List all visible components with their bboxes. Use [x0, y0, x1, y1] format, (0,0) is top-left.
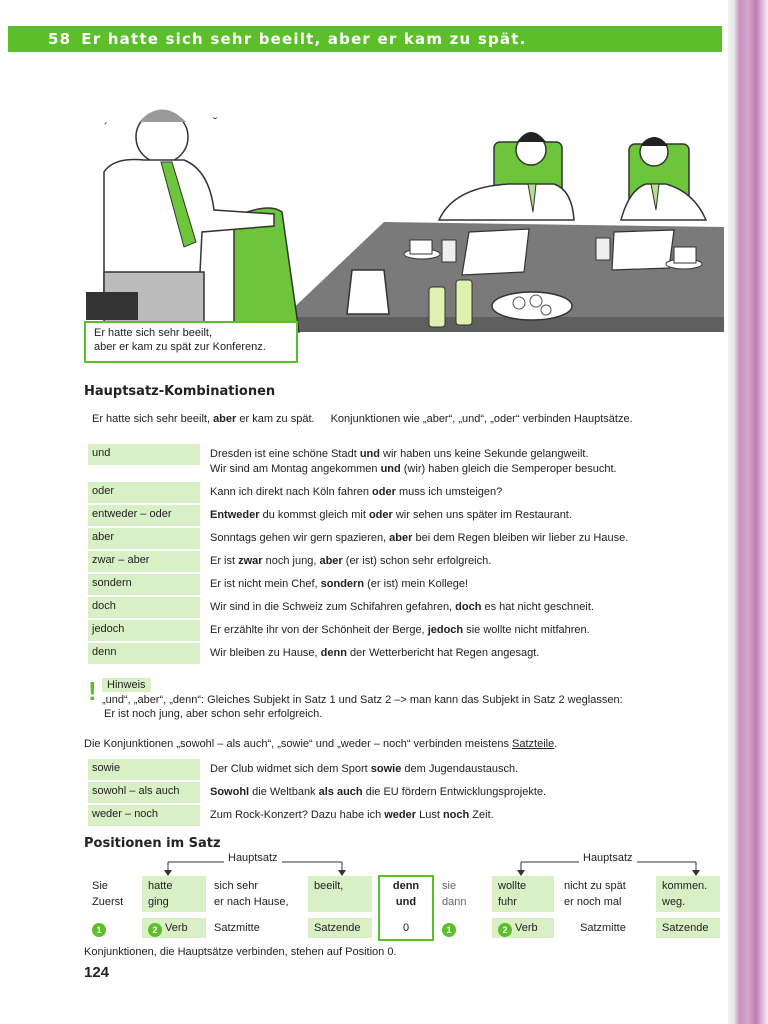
example-text: wir haben uns keine Sekunde gelangweilt.	[379, 448, 589, 460]
example-text: Dresden ist eine schöne Stadt	[210, 448, 360, 460]
conjunction-highlight: und	[359, 448, 380, 460]
conjunction-row	[88, 482, 724, 503]
chapter-title: Er hatte sich sehr beeilt, aber er kam zu spät.	[81, 30, 527, 48]
conjunction-example-line	[210, 577, 716, 592]
conjunction-highlight: aber	[389, 532, 413, 544]
hinweis-line-1: „und“, „aber“, „denn“: Gleiches Subjekt in Satz 1 und Satz 2 –> man kann das Subjekt in Satz 2 weglassen:	[102, 694, 623, 706]
exclamation-icon: !	[88, 676, 97, 706]
conjunction-highlight: weder	[384, 809, 417, 821]
s1-mitte-row2: er nach Hause,	[214, 896, 289, 908]
page-number: 124	[84, 964, 110, 981]
part-conjunction-example	[200, 759, 724, 780]
conjunction-example-line	[210, 462, 716, 477]
example-text: die EU fördern Entwicklungsprojekte.	[362, 786, 547, 798]
example-text: Der Club widmet sich dem Sport	[210, 763, 371, 775]
conjunction-row	[88, 444, 724, 480]
hauptsatz-label-left: Hauptsatz	[224, 850, 282, 866]
conjunction-highlight: und	[380, 463, 401, 475]
conjunction-example-line	[210, 531, 716, 546]
conjunction-key: sondern	[88, 574, 200, 595]
chapter-number: 58	[48, 30, 72, 48]
example-text: Sonntags gehen wir gern spazieren,	[210, 532, 390, 544]
conjunction-highlight: sondern	[320, 578, 365, 590]
conjunction-highlight: noch	[442, 809, 470, 821]
intro-rule: Konjunktionen wie „aber“, „und“, „oder“ verbinden Hauptsätze.	[330, 413, 633, 425]
example-text: wir sehen uns später im Restaurant.	[392, 509, 572, 521]
example-text: dem Jugendaustausch.	[401, 763, 519, 775]
svg-text:˘: ˘	[212, 116, 218, 130]
conjunction-highlight: Sowohl	[210, 786, 250, 798]
conjunction-key: oder	[88, 482, 200, 503]
conjunction-key: aber	[88, 528, 200, 549]
example-text: Zeit.	[469, 809, 494, 821]
svg-text:´: ´	[102, 121, 108, 135]
s2-mitte-row2: er noch mal	[564, 896, 622, 908]
example-text: muss ich umsteigen?	[395, 486, 503, 498]
conjunction-key: entweder – oder	[88, 505, 200, 526]
conjunction-example-line	[210, 646, 716, 661]
intro-example-post: er kam zu spät.	[236, 413, 315, 425]
conjunction-row	[88, 620, 724, 641]
positions-diagram	[84, 848, 724, 948]
intro-example	[92, 413, 315, 425]
s2-satzende	[656, 876, 720, 912]
section-title-hauptsatz-kombinationen: Hauptsatz-Kombinationen	[84, 384, 276, 399]
hinweis-box	[88, 678, 718, 720]
part-conjunction-example-line	[210, 762, 716, 777]
part-conjunction-example-line	[210, 808, 716, 823]
conjunction-highlight: als auch	[318, 786, 363, 798]
conjunction-example	[200, 597, 724, 618]
hauptsatz-label-right: Hauptsatz	[579, 850, 637, 866]
example-text: Kann ich direkt nach Köln fahren	[210, 486, 373, 498]
part-conjunction-row	[88, 805, 724, 826]
conjunction-key: und	[88, 444, 200, 465]
intro-example-pre: Er hatte sich sehr beeilt,	[92, 413, 214, 425]
example-text: Wir bleiben zu Hause,	[210, 647, 321, 659]
circle-one-icon: 1	[92, 923, 106, 937]
pos0-row1: denn	[392, 880, 420, 892]
parts-note-pre: Die Konjunktionen „sowohl – als auch“, „sowie“ und „weder – noch“ verbinden meistens	[84, 738, 513, 750]
part-conjunction-example	[200, 805, 724, 826]
example-text: bei dem Regen bleiben wir lieber zu Hause.	[412, 532, 629, 544]
example-text: Wir sind am Montag angekommen	[210, 463, 381, 475]
pos0-row2: und	[395, 896, 417, 908]
s2-pos1-row1: sie	[442, 880, 457, 892]
s2-satzmitte	[564, 878, 654, 910]
s1-ende-row1: beeilt,	[314, 880, 344, 892]
chapter-header	[8, 26, 722, 52]
example-text: Er ist	[210, 555, 239, 567]
example-text: Wir sind in die Schweiz zum Schifahren gefahren,	[210, 601, 456, 613]
label-position-1	[92, 920, 109, 937]
example-text: der Wetterbericht hat Regen angesagt.	[346, 647, 540, 659]
part-conjunction-key: weder – noch	[88, 805, 200, 826]
s1-pos1-row2: Zuerst	[92, 896, 124, 908]
conjunction-row	[88, 597, 724, 618]
conjunction-example-line	[210, 623, 716, 638]
example-text: (wir) haben gleich die Semperoper besucht.	[400, 463, 617, 475]
example-text: es hat nicht geschneit.	[481, 601, 594, 613]
conjunction-key: jedoch	[88, 620, 200, 641]
label-verb-text-right: Verb	[515, 922, 538, 934]
part-conjunction-key: sowie	[88, 759, 200, 780]
s2-pos1-row2: dann	[442, 896, 467, 908]
s2-mitte-row1: nicht zu spät	[564, 880, 626, 892]
conjunction-example-line	[210, 508, 716, 523]
conjunction-highlight: Entweder	[210, 509, 260, 521]
page-edge-tabs	[728, 0, 768, 1024]
s2-ende-row2: weg.	[662, 896, 686, 908]
conjunction-key: zwar – aber	[88, 551, 200, 572]
conjunction-highlight: jedoch	[427, 624, 464, 636]
label-satzmitte-right: Satzmitte	[580, 922, 626, 934]
part-conjunction-key: sowohl – als auch	[88, 782, 200, 803]
conjunction-table	[88, 444, 724, 666]
label-satzende-left: Satzende	[308, 918, 372, 938]
conjunction-example	[200, 551, 724, 572]
section-title-positionen: Positionen im Satz	[84, 836, 221, 851]
s1-satzende	[308, 876, 372, 912]
conjunction-highlight: sowie	[370, 763, 402, 775]
example-text: (er ist) mein Kollege!	[364, 578, 468, 590]
intro-example-bold: aber	[213, 413, 237, 425]
part-conjunction-example-line	[210, 785, 716, 800]
s1-pos1-row1: Sie	[92, 880, 108, 892]
conjunction-highlight: oder	[372, 486, 396, 498]
s2-verb	[492, 876, 554, 912]
circle-two-icon: 2	[498, 923, 512, 937]
s2-ende-row1: kommen.	[662, 880, 708, 892]
conjunction-key: doch	[88, 597, 200, 618]
conjunction-row	[88, 574, 724, 595]
conjunction-example-line	[210, 600, 716, 615]
footer-note: Konjunktionen, die Hauptsätze verbinden, stehen auf Position 0.	[84, 946, 397, 958]
circle-two-icon: 2	[148, 923, 162, 937]
conjunction-example	[200, 620, 724, 641]
parts-note	[84, 738, 724, 750]
conjunction-highlight: oder	[368, 509, 393, 521]
s1-mitte-row1: sich sehr	[214, 880, 259, 892]
conjunction-highlight: aber	[319, 555, 343, 567]
conjunction-example	[200, 574, 724, 595]
conjunction-highlight: denn	[320, 647, 347, 659]
label-position-0: 0	[402, 922, 410, 934]
conjunction-example	[200, 505, 724, 526]
conjunction-example-line	[210, 447, 716, 462]
illustration-caption	[84, 321, 298, 363]
example-text: Lust	[416, 809, 443, 821]
example-text: Er ist nicht mein Chef,	[210, 578, 321, 590]
example-text: (er ist) schon sehr erfolgreich.	[342, 555, 492, 567]
conjunction-key: denn	[88, 643, 200, 664]
example-text: sie wollte nicht mitfahren.	[463, 624, 590, 636]
conjunction-highlight: zwar	[238, 555, 263, 567]
conjunction-example	[200, 643, 724, 664]
parts-note-post: .	[554, 738, 558, 750]
example-text: die Weltbank	[249, 786, 319, 798]
label-verb-text-left: Verb	[165, 922, 188, 934]
label-verb-right	[492, 918, 554, 938]
label-satzmitte-left: Satzmitte	[214, 922, 260, 934]
example-text: du kommst gleich mit	[259, 509, 369, 521]
caption-line-1: Er hatte sich sehr beeilt,	[94, 327, 213, 339]
s2-position-1	[442, 878, 486, 910]
conjunction-example-line	[210, 554, 716, 569]
s1-position-1	[92, 878, 140, 910]
part-conjunction-row	[88, 759, 724, 780]
example-text: Er erzählte ihr von der Schönheit der Berge,	[210, 624, 428, 636]
part-conjunction-example	[200, 782, 724, 803]
hinweis-line-2: Er ist noch jung, aber schon sehr erfolgreich.	[104, 708, 323, 720]
parts-table	[88, 759, 724, 828]
example-text: Zum Rock-Konzert? Dazu habe ich	[210, 809, 385, 821]
s1-verb-row1: hatte	[148, 880, 173, 892]
conjunction-row	[88, 528, 724, 549]
conjunction-row	[88, 505, 724, 526]
label-satzende-right: Satzende	[656, 918, 720, 938]
hinweis-label: Hinweis	[102, 678, 151, 692]
conjunction-row	[88, 643, 724, 664]
example-text: noch jung,	[262, 555, 320, 567]
part-conjunction-row	[88, 782, 724, 803]
s2-verb-row1: wollte	[498, 880, 527, 892]
conjunction-example	[200, 482, 724, 503]
intro-row	[92, 413, 712, 425]
conjunction-highlight: doch	[455, 601, 482, 613]
s2-verb-row2: fuhr	[498, 896, 517, 908]
caption-line-2: aber er kam zu spät zur Konferenz.	[94, 341, 266, 353]
conjunction-example	[200, 528, 724, 549]
s1-verb	[142, 876, 206, 912]
parts-note-underlined: Satzteile	[512, 738, 555, 750]
s1-verb-row2: ging	[148, 896, 169, 908]
label-verb-left	[142, 918, 206, 938]
s1-satzmitte	[214, 878, 308, 910]
conjunction-example-line	[210, 485, 716, 500]
position-zero-words	[384, 878, 428, 910]
conjunction-example	[200, 444, 724, 480]
conjunction-row	[88, 551, 724, 572]
circle-one-icon: 1	[442, 923, 456, 937]
label-position-1-right	[442, 920, 459, 937]
